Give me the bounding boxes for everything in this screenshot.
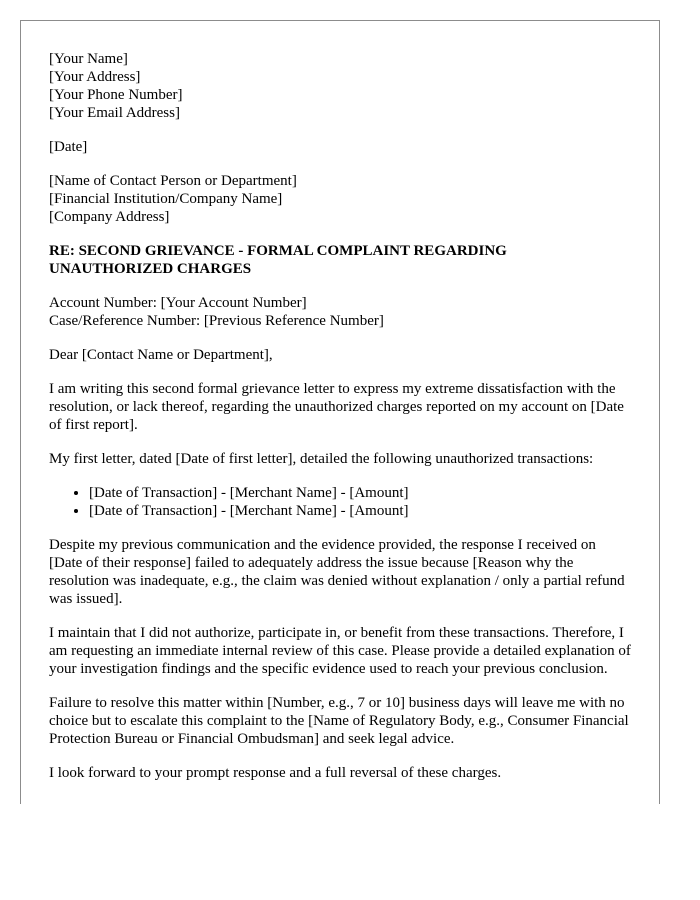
letter-content	[21, 21, 659, 782]
body-paragraph-response: Despite my previous communication and the evidence provided, the response I received on [Date of their response] failed to adequately address the issue because [Reason why the resolution was inadequate, e.g., the claim was denied without explanation / only a partial refund was issued].	[49, 537, 625, 607]
body-paragraph-escalation: Failure to resolve this matter within [Number, e.g., 7 or 10] business days will leave me with no choice but to escalate this complaint to the [Name of Regulatory Body, e.g., Consumer Financial Protection Bureau or Financial Ombudsman] and seek legal advice.	[49, 695, 629, 747]
sender-phone: [Your Phone Number]	[49, 87, 183, 103]
list-item: • [Date of Transaction] - [Merchant Name] - [Amount]	[89, 502, 631, 520]
body-paragraph-closing: I look forward to your prompt response and a full reversal of these charges.	[49, 765, 502, 781]
reference-block	[49, 294, 631, 330]
recipient-company: [Financial Institution/Company Name]	[49, 191, 283, 207]
sender-email: [Your Email Address]	[49, 105, 180, 121]
case-reference-number: Case/Reference Number: [Previous Reference Number]	[49, 313, 384, 329]
body-paragraph-request: I maintain that I did not authorize, participate in, or benefit from these transactions. Therefore, I am requesting an immediate internal review of this case. Please provide a detailed explanation of your investigation findings and the specific evidence used to reach your previous conclusion.	[49, 625, 631, 677]
sender-name: [Your Name]	[49, 51, 128, 67]
list-item: • [Date of Transaction] - [Merchant Name] - [Amount]	[89, 484, 631, 502]
recipient-address: [Company Address]	[49, 209, 170, 225]
recipient-contact: [Name of Contact Person or Department]	[49, 173, 297, 189]
account-number: Account Number: [Your Account Number]	[49, 295, 307, 311]
sender-address: [Your Address]	[49, 69, 141, 85]
letter-date: [Date]	[49, 139, 88, 155]
transaction-list	[49, 484, 631, 520]
recipient-block	[49, 172, 631, 226]
salutation: Dear [Contact Name or Department],	[49, 347, 273, 363]
subject-heading: RE: SECOND GRIEVANCE - FORMAL COMPLAINT REGARDING UNAUTHORIZED CHARGES	[49, 243, 507, 277]
sender-block	[49, 50, 631, 122]
body-paragraph-intro: I am writing this second formal grievance letter to express my extreme dissatisfaction with the resolution, or lack thereof, regarding the unauthorized charges reported on my account on [Date of first report].	[49, 381, 624, 433]
letter-page	[20, 20, 660, 804]
body-paragraph-first-letter: My first letter, dated [Date of first letter], detailed the following unauthorized transactions:	[49, 451, 594, 467]
